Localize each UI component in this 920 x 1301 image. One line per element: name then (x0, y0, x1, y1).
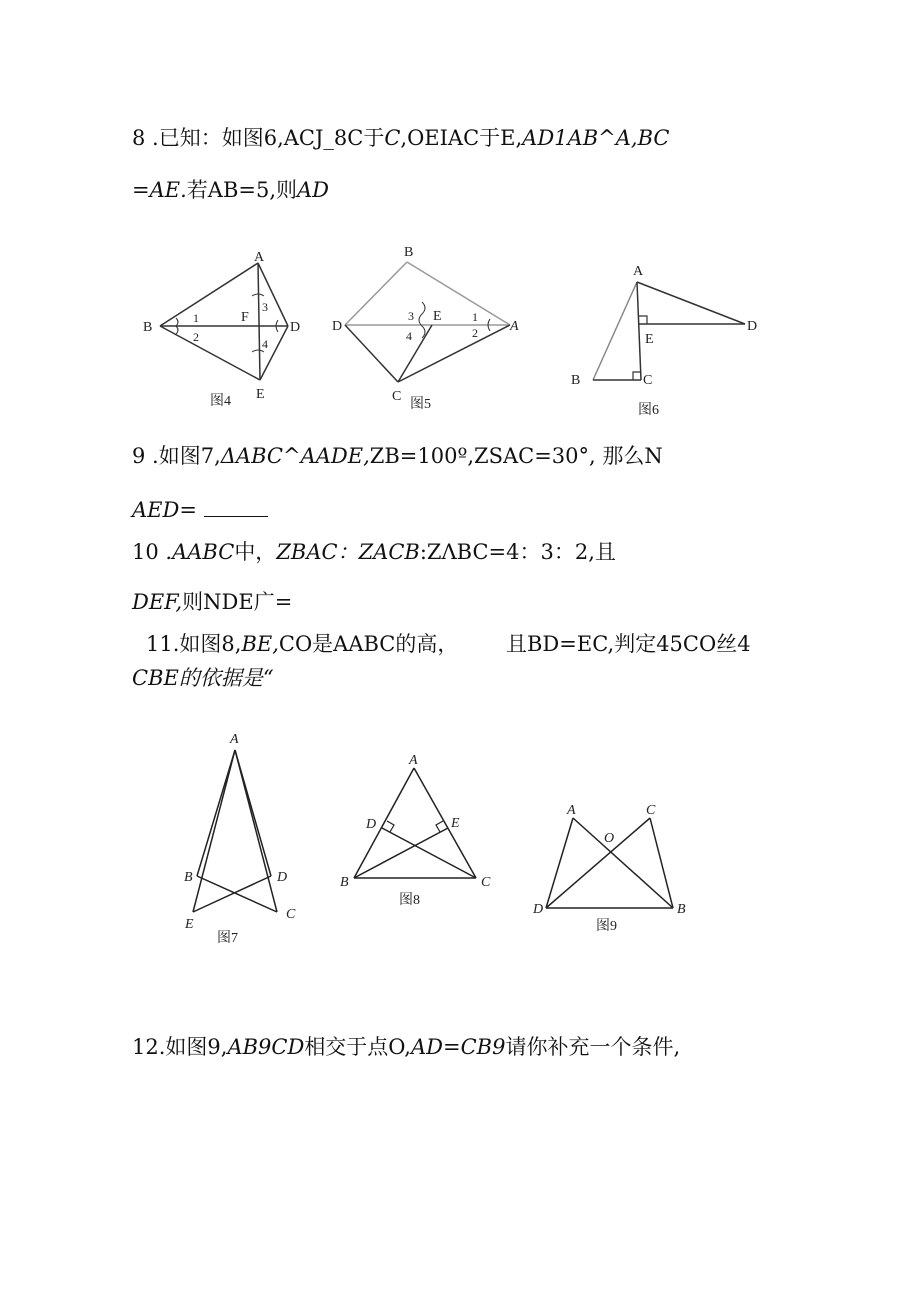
fig6-label-b: B (571, 373, 581, 388)
fig4-angle-4: 4 (262, 337, 268, 351)
fig9-line-ab (573, 818, 673, 908)
fig4-line-ad (258, 263, 288, 326)
fig5-caption: 图5 (410, 397, 431, 412)
fig9-label-o: O (604, 831, 615, 846)
fig6-line-ac (637, 282, 641, 380)
fig9-line-dc (546, 818, 650, 908)
fig5-angle-4: 4 (406, 329, 412, 343)
fig9-label-a: A (567, 803, 576, 818)
fig7-line-ad (235, 750, 271, 876)
fig8-label-c: C (481, 875, 491, 890)
fig5-label-a: A (510, 319, 519, 334)
fig5-line-dc (345, 325, 398, 382)
fig4-label-e: E (256, 387, 265, 402)
fig4-angle-2: 2 (193, 330, 199, 344)
fig5-label-b: B (404, 245, 414, 260)
fig9-label-d: D (533, 902, 544, 917)
fig5-label-c: C (392, 389, 402, 404)
q10-line1: 10 .AABC中，ZBAC：ZACB:ZΛBC=4：3：2,且 (132, 540, 616, 564)
fig5-angle-2: 2 (472, 326, 478, 340)
fig4-label-a: A (254, 250, 265, 265)
q8-line2: =AE.若AB=5,则AD (132, 178, 330, 202)
fig7-label-e: E (185, 917, 194, 932)
fig6-line-ba (593, 282, 637, 380)
q11-line2: CBE的依据是“ (132, 666, 274, 690)
fig4-label-f: F (241, 310, 249, 325)
q10-line2: DEF,则NDE广= (132, 590, 293, 614)
fig4-label-d: D (290, 320, 301, 335)
q12-line: 12.如图9,AB9CD相交于点O,AD=CB9请你补充一个条件, (132, 1035, 681, 1059)
fig4-line-eb (160, 326, 260, 380)
fig4-line-ae (258, 263, 260, 380)
fig6-label-a: A (633, 264, 644, 279)
q8-line1: 8 .已知：如图6,ACJ_8C于C,OEIAC于E,AD1AB^A,BC (132, 126, 670, 150)
fig7-caption: 图7 (217, 931, 238, 946)
fig4-caption: 图4 (210, 394, 231, 409)
q9-answer-blank[interactable] (204, 498, 268, 517)
fig5-angle-1: 1 (472, 310, 478, 324)
q9-line1: 9 .如图7,ΔABC^AADE,ZB=100º,ZSAC=30°, 那么N (132, 444, 663, 468)
fig4-angle-3: 3 (262, 300, 268, 314)
fig7-label-b: B (184, 870, 193, 885)
figure-9 (528, 798, 708, 938)
fig9-line-cb (650, 818, 673, 908)
fig7-line-bc (197, 876, 277, 912)
fig6-label-c: C (643, 373, 653, 388)
fig5-label-d: D (332, 319, 343, 334)
fig4-angle-1: 1 (193, 311, 199, 325)
fig4-line-de (260, 326, 288, 380)
fig9-line-da (546, 818, 573, 908)
fig6-caption: 图6 (638, 403, 659, 418)
q9-line2: AED= (132, 498, 268, 521)
fig7-line-ab (197, 750, 235, 876)
figure-8 (334, 750, 504, 915)
fig5-label-e: E (433, 309, 442, 324)
figure-5 (330, 240, 530, 415)
fig8-label-e: E (451, 816, 460, 831)
q11-line1-right: 且BD=EC,判定45CO丝4 (506, 632, 751, 656)
figure-6 (565, 260, 765, 420)
fig7-label-d: D (277, 870, 288, 885)
fig5-angle-3: 3 (408, 309, 414, 323)
fig7-line-ed (193, 876, 271, 912)
fig5-line-ba (407, 262, 510, 325)
fig5-line-db (345, 262, 407, 325)
fig8-label-a: A (409, 753, 418, 768)
fig7-label-c: C (286, 907, 296, 922)
fig6-label-e: E (645, 332, 654, 347)
fig8-label-d: D (366, 817, 377, 832)
figure-7 (175, 728, 315, 953)
q11-line1-left: 11.如图8,BE,CO是AABC的高， (146, 632, 459, 656)
fig6-label-d: D (747, 319, 758, 334)
fig6-line-ad (637, 282, 745, 324)
fig7-label-a: A (230, 732, 239, 747)
fig9-label-c: C (646, 803, 656, 818)
fig9-label-b: B (677, 902, 686, 917)
figure-4 (140, 248, 310, 413)
fig7-line-ae (193, 750, 235, 912)
fig8-label-b: B (340, 875, 349, 890)
fig4-label-b: B (143, 320, 153, 335)
fig8-caption: 图8 (399, 893, 420, 908)
fig9-caption: 图9 (596, 919, 617, 934)
